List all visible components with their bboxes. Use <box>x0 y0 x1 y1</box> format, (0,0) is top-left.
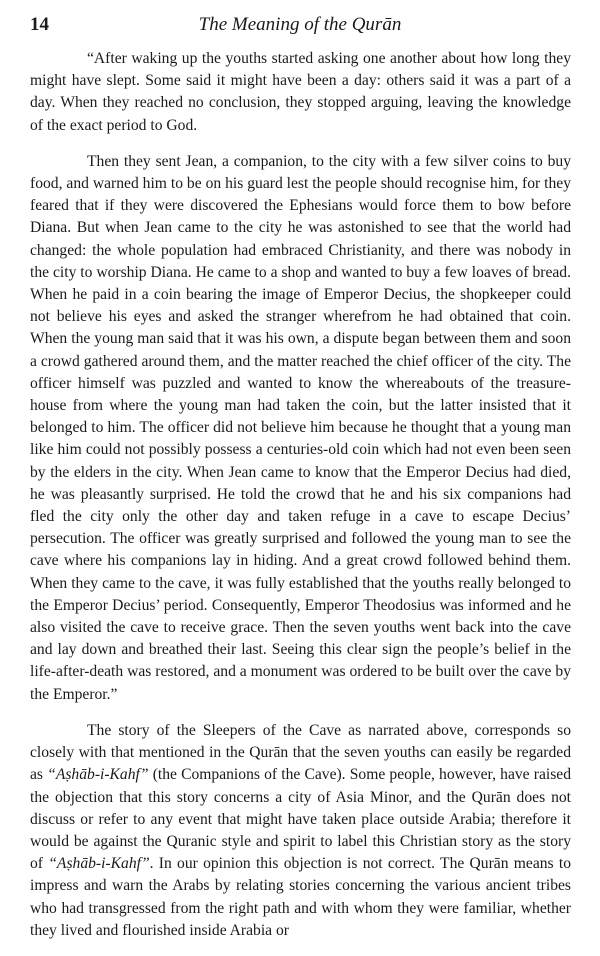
body-text <box>30 48 571 956</box>
italic-term-ashab-i-kahf: “Aṣhāb-i-Kahf” <box>48 855 150 873</box>
paragraph-story-comparison <box>30 720 571 942</box>
italic-term-ashab-i-kahf: “Aṣhāb-i-Kahf” <box>47 766 149 784</box>
page-header <box>30 14 570 38</box>
paragraph-youths-waking: “After waking up the youths started asking one another about how long they might have slept. Some said it might have been a day: others said it was a part of a day. When they reached no conclusion, they stopped arguing, leaving the knowledge of the exact period to God. <box>30 50 571 134</box>
text-run: . In our opinion this objection is not correct. The Qurān means to impress and warn the Arabs by relating stories concerning the various ancient tribes who had transgressed from the right path and with whom they were familiar, whether they lived and flourished inside Arabia or <box>30 855 571 939</box>
page-number: 14 <box>30 14 49 35</box>
text-run: The story of the Sleepers of the Cave as narrated above, corresponds so closely with that mentioned in the Qurān that the seven youths can easily be regarded as <box>30 721 571 784</box>
running-title: The Meaning of the Qurān <box>198 14 402 35</box>
text-run: (the Companions of the Cave). Some people, however, have raised the objection that this story concerns a city of Asia Minor, and the Qurān does not discuss or refer to any event that might have taken place outside Arabia; therefore it would be against the Quranic style and spirit to label this Christian story as the story of <box>30 766 571 873</box>
paragraph-jean-in-city: Then they sent Jean, a companion, to the city with a few silver coins to buy food, and warned him to be on his guard lest the people should recognise him, for they feared that if they were discovered the Ephesians would force them to bow before Diana. But when Jean came to the city he was astonished to see that the world had changed: the whole population had embraced Christianity, and there was nobody in the city to worship Diana. He came to a shop and wanted to buy a few loaves of bread. When he paid in a coin bearing the image of Emperor Decius, the shopkeeper could not believe his eyes and asked the stranger wherefrom he had obtained that coin. When the young man said that it was his own, a dispute began between them and soon a crowd gathered around them, and the matter reached the chief officer of the city. The officer himself was puzzled and wanted to know the whereabouts of the treasure-house from where the young man had taken the coin, but the latter insisted that it belonged to him. The officer did not believe him because he thought that a young man like him could not possibly possess a centuries-old coin which had not even been seen by the elders in the city. When Jean came to know that the Emperor Decius had died, he was pleasantly surprised. He told the crowd that he and his six companions had fled the city only the other day and taken refuge in a cave to escape Decius’ persecution. The officer was greatly surprised and followed the young man to see the cave where his companions lay in hiding. And a great crowd followed behind them. When they came to the cave, it was fully established that the youths really belonged to the Emperor Decius’ period. Consequently, Emperor Theodosius was informed and he also visited the cave to receive grace. Then the seven youths went back into the cave and lay down and breathed their last. Seeing this clear sign the people’s belief in the life-after-death was restored, and a monument was ordered to be built over the cave by the Emperor.” <box>30 152 571 703</box>
